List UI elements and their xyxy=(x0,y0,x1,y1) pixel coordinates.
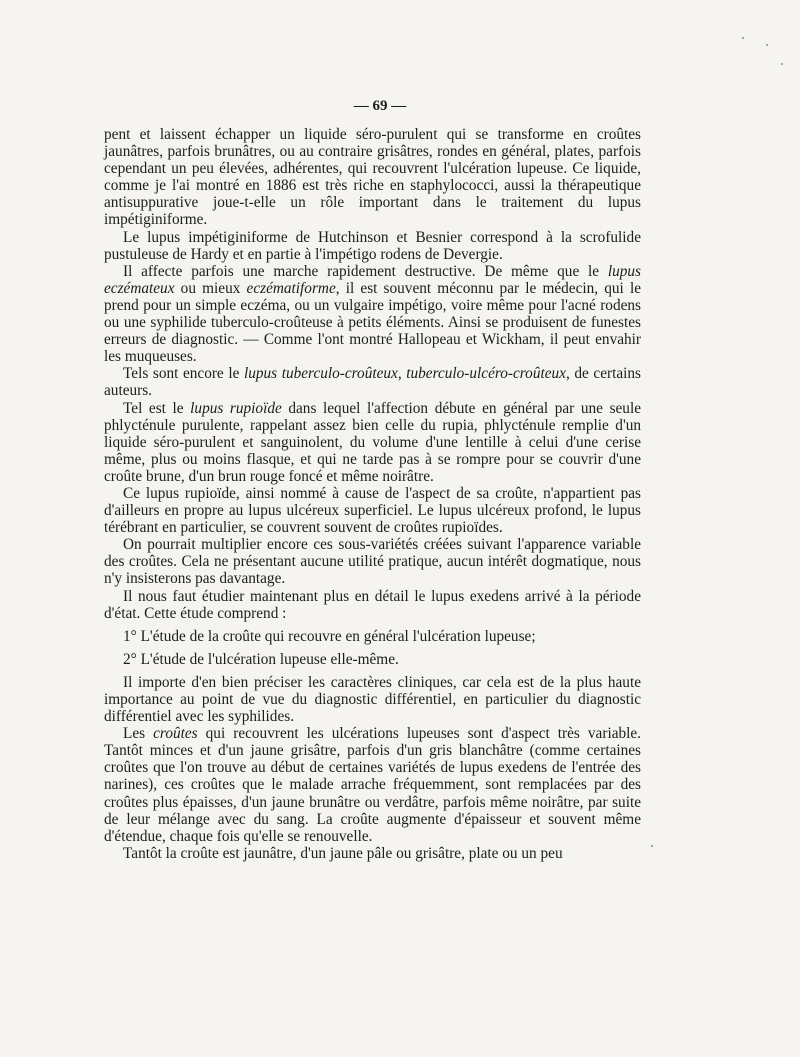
italic-term: lupus rupioïde xyxy=(190,399,282,417)
paragraph-text: Tels sont encore le xyxy=(123,365,244,383)
paragraph-text: Il nous faut étudier maintenant plus en détail le lupus exedens arrivé à la période d'état. Cette étude comprend : xyxy=(104,587,641,622)
paragraph xyxy=(104,588,641,622)
paragraph xyxy=(104,674,641,725)
paragraph-text: Il importe d'en bien préciser les caractères cliniques, car cela est de la plus haute importance au point de vue du diagnostic différentiel, en particulier du diagnostic différentiel avec les syphilides. xyxy=(104,673,641,726)
paragraph xyxy=(104,400,641,485)
paragraph-text: Les xyxy=(123,725,154,743)
paragraph-text: Il affecte parfois une marche rapidement destructive. De même que le xyxy=(123,262,608,280)
paragraph xyxy=(104,536,641,587)
paragraph xyxy=(104,229,641,263)
paragraph-text: Le lupus impétiginiforme de Hutchinson et Besnier correspond à la scrofulide pustuleuse de Hardy et en partie à l'impétigo rodens de Devergie. xyxy=(104,228,641,263)
paragraph xyxy=(104,845,641,862)
paragraph-text: On pourrait multiplier encore ces sous-variétés créées suivant l'apparence variable des croûtes. Cela ne présentant aucune utilité pratique, aucun intérêt dogmatique, nous n'y insisterons pas davantage. xyxy=(104,536,641,588)
speck xyxy=(651,845,653,847)
paragraph-text: dans lequel l'affection débute en général par une seule phlycténule purulente, rappelant assez bien celle du rupia, phlycténule remplie d'un liquide séro-purulent et sanguinolent, du volume d'une lentille à celui d'une cerise même, plus ou moins flasque, et qui ne tarde pas à se rompre pour se couvrir d'une croûte brune, d'un brun rouge foncé et même noirâtre. xyxy=(104,399,641,485)
speck xyxy=(766,44,768,46)
speck xyxy=(742,37,744,39)
list-item xyxy=(104,628,641,645)
paragraph-text: 2° L'étude de l'ulcération lupeuse elle-même. xyxy=(123,650,399,668)
italic-term: lupus eczémateux xyxy=(104,262,641,297)
paragraph-text: , de certains auteurs. xyxy=(104,365,641,400)
paragraph-text: pent et laissent échapper un liquide séro-purulent qui se transforme en croûtes jaunâtres, parfois brunâtres, ou au contraire grisâtres, rondes en général, plates, parfois cependant un peu élevées, adhérentes, qui recouvrent l'ulcération lupeuse. Ce liquide, comme je l'ai montré en 1886 est très riche en staphylococci, aussi la thérapeutique antisuppurative joue-t-elle un rôle important dans le traitement du lupus impétiginiforme. xyxy=(104,126,641,229)
paragraph-text: ou mieux xyxy=(174,279,247,297)
paragraph-text: Tel est le xyxy=(123,399,191,417)
body-text xyxy=(104,126,641,862)
paragraph xyxy=(104,263,641,366)
paragraph xyxy=(104,365,641,399)
speck xyxy=(781,63,783,65)
italic-term: lupus tuberculo-croûteux, tuberculo-ulcéro-croûteux xyxy=(243,365,566,383)
paragraph xyxy=(104,485,641,536)
italic-term: croûtes xyxy=(153,725,198,743)
paragraph-text: Tantôt la croûte est jaunâtre, d'un jaune pâle ou grisâtre, plate ou un peu xyxy=(123,844,563,862)
paragraph xyxy=(104,126,641,229)
paragraph-text: , il est souvent méconnu par le médecin, qui le prend pour un simple eczéma, ou un vulgaire impétigo, voire même pour l'acné rodens ou une syphilide tuberculo-croûteuse à petits éléments. Ainsi se produisent de funestes erreurs de diagnostic. — Comme l'ont montré Hallopeau et Wickham, il peut envahir les muqueuses. xyxy=(104,279,641,366)
paragraph-text: 1° L'étude de la croûte qui recouvre en général l'ulcération lupeuse; xyxy=(123,627,536,645)
list-item xyxy=(104,651,641,668)
italic-term: eczématiforme xyxy=(246,279,336,297)
paragraph-text: Ce lupus rupioïde, ainsi nommé à cause de l'aspect de sa croûte, n'appartient pas d'ailleurs en propre au lupus ulcéreux superficiel. Le lupus ulcéreux profond, le lupus térébrant en particulier, se couvrent souvent de croûtes rupioïdes. xyxy=(104,484,641,537)
paragraph xyxy=(104,725,641,845)
paragraph-text: qui recouvrent les ulcérations lupeuses sont d'aspect très variable. Tantôt minces et d'un jaune grisâtre, parfois d'un gris blanchâtre (comme certaines croûtes que l'on trouve au début de certaines variétés de lupus exedens de l'entrée des narines), ces croûtes que le malade arrache fréquemment, sont remplacées par des croûtes plus épaisses, d'un jaune brunâtre ou verdâtre, parfois même noirâtre, par suite de leur mélange avec du sang. La croûte augmente d'épaisseur et souvent même d'étendue, chaque fois qu'elle se renouvelle. xyxy=(104,725,641,845)
page-number: — 69 — xyxy=(353,98,407,114)
